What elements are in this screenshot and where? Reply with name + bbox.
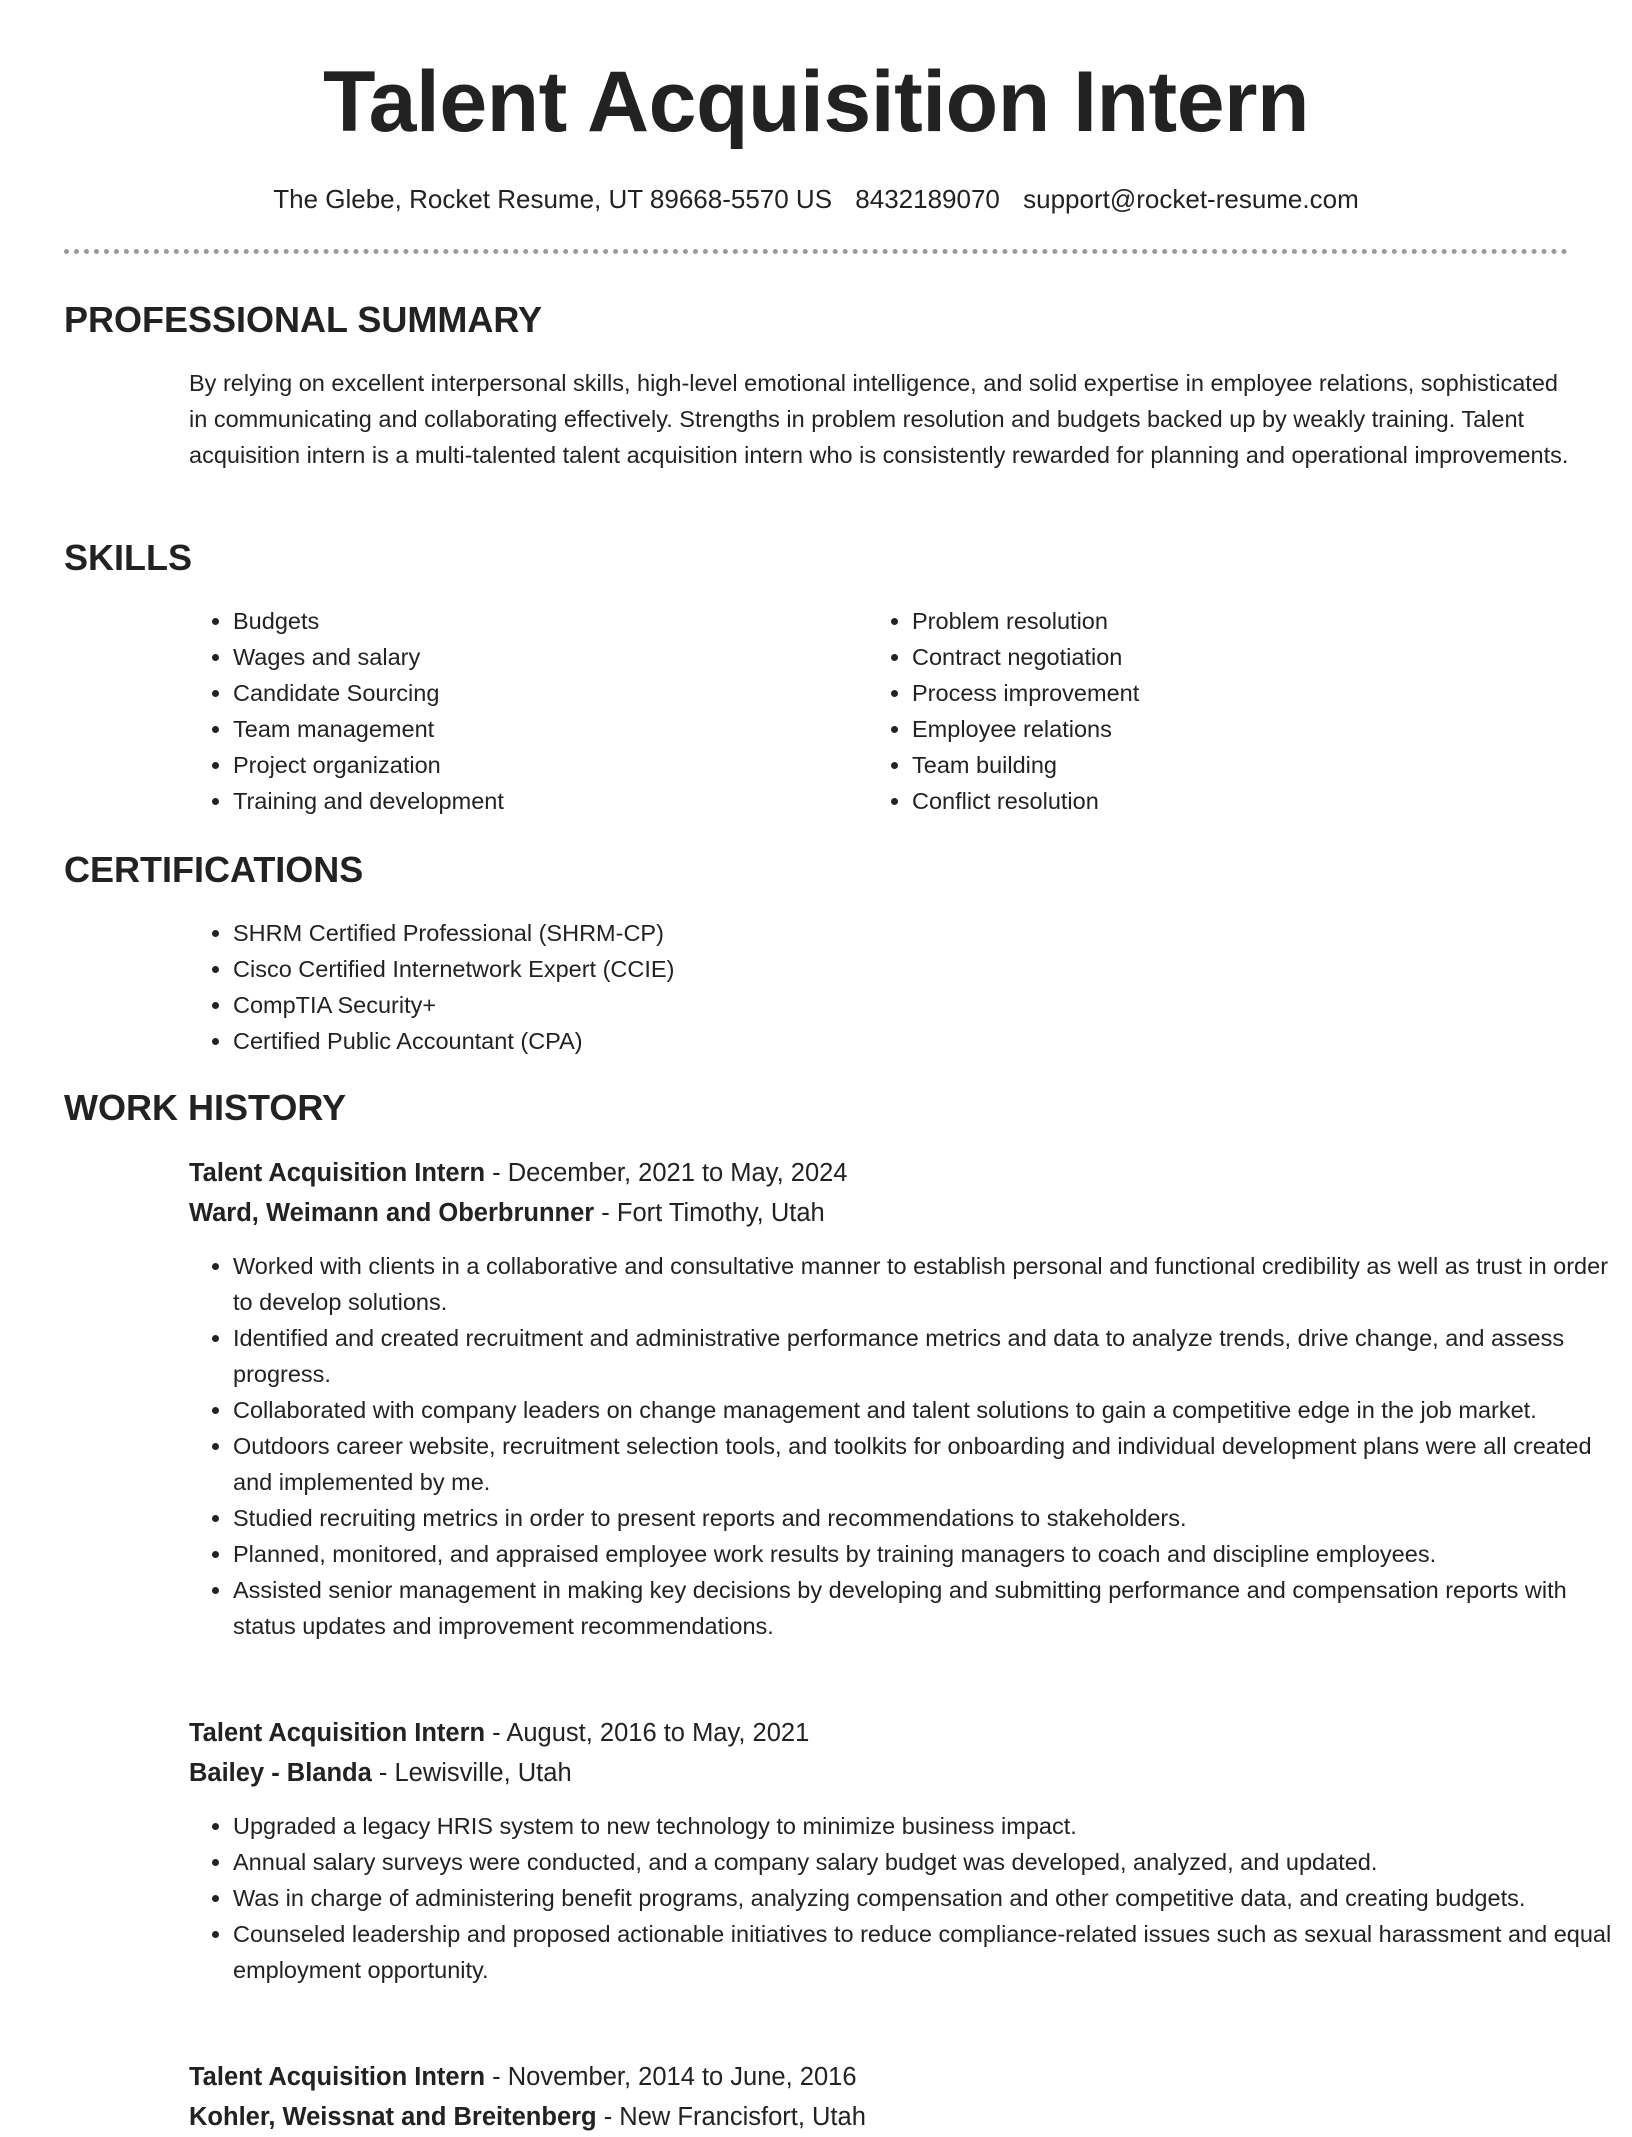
email-link[interactable]: support@rocket-resume.com [1023,184,1359,214]
certification-item: • Cisco Certified Internetwork Expert (CCIE) [233,951,1533,987]
summary-text: By relying on excellent interpersonal skills, high-level emotional intelligence, and solid expertise in employee relations, sophisticated in communicating and collaborating effectively. Strengths in problem resolution and budgets backed up by weakly training. Talent acquisition intern is a multi-talented talent acquisition intern who is consistently rewarded for planning and operational improvements. [189,370,1569,468]
certification-item: • SHRM Certified Professional (SHRM-CP) [233,915,1533,951]
skill-item: • Team management [233,711,833,747]
job-dates: - December, 2021 to May, 2024 [485,1159,848,1187]
header-divider [64,249,1568,254]
job-bullet: • Identified and created recruitment and administrative performance metrics and data to analyze trends, drive change, and assess progress. [233,1320,1613,1392]
skill-item: • Wages and salary [233,639,833,675]
job-bullets [189,1808,1613,1988]
work-history-heading: WORK HISTORY [64,1087,347,1128]
skills-heading: SKILLS [64,537,193,578]
skill-item: • Employee relations [912,711,1512,747]
job-role: Talent Acquisition Intern [189,1719,486,1747]
contact-line [0,181,1632,217]
skill-item: • Problem resolution [912,603,1512,639]
job-bullet: • Outdoors career website, recruitment selection tools, and toolkits for onboarding and individual development plans were all created and implemented by me. [233,1428,1613,1500]
job-dates: - August, 2016 to May, 2021 [485,1719,810,1747]
job-bullets [189,1248,1613,1644]
job-bullet: • Worked with clients in a collaborative and consultative manner to establish personal and functional credibility as well as trust in order to develop solutions. [233,1248,1613,1320]
job-bullet: • Assisted senior management in making key decisions by developing and submitting performance and compensation reports with status updates and improvement recommendations. [233,1572,1613,1644]
skill-item: • Budgets [233,603,833,639]
job-bullet: • Planned, monitored, and appraised employee work results by training managers to coach and discipline employees. [233,1536,1613,1572]
job-company: Kohler, Weissnat and Breitenberg [189,2103,597,2131]
skill-item: • Training and development [233,783,833,819]
job-bullet: • Counseled leadership and proposed actionable initiatives to reduce compliance-related issues such as sexual harassment and equal employment opportunity. [233,1916,1613,1988]
skill-item: • Candidate Sourcing [233,675,833,711]
job-role: Talent Acquisition Intern [189,1159,486,1187]
skill-item: • Process improvement [912,675,1512,711]
certifications-list [189,915,1533,1059]
certifications-heading: CERTIFICATIONS [64,849,364,890]
certification-item: • Certified Public Accountant (CPA) [233,1023,1533,1059]
job-company: Bailey - Blanda [189,1759,372,1787]
job-role: Talent Acquisition Intern [189,2063,486,2091]
job-bullet: • Studied recruiting metrics in order to present reports and recommendations to stakeholders. [233,1500,1613,1536]
job-title-line [189,1153,848,1193]
skills-list-right [868,603,1512,819]
job-location: - Lewisville, Utah [371,1759,572,1787]
skills-list-left [189,603,833,819]
skill-item: • Project organization [233,747,833,783]
job-location: - New Francisfort, Utah [596,2103,866,2131]
skill-item: • Conflict resolution [912,783,1512,819]
job-bullet: • Was in charge of administering benefit programs, analyzing compensation and other competitive data, and creating budgets. [233,1880,1613,1916]
job-dates: - November, 2014 to June, 2016 [485,2063,857,2091]
skill-item: • Team building [912,747,1512,783]
resume-title: Talent Acquisition Intern [322,54,1310,150]
address-text: The Glebe, Rocket Resume, UT 89668-5570 US [273,184,833,214]
job-title-line [189,2057,857,2097]
skill-item: • Contract negotiation [912,639,1512,675]
job-company-line [189,1753,572,1793]
job-company-line [189,1193,825,1233]
job-bullet: • Annual salary surveys were conducted, and a company salary budget was developed, analyzed, and updated. [233,1844,1613,1880]
certification-item: • CompTIA Security+ [233,987,1533,1023]
job-title-line [189,1713,809,1753]
job-bullet: • Upgraded a legacy HRIS system to new technology to minimize business impact. [233,1808,1613,1844]
job-company: Ward, Weimann and Oberbrunner [189,1199,595,1227]
summary-heading: PROFESSIONAL SUMMARY [64,299,543,340]
phone-text: 8432189070 [855,184,1000,214]
job-location: - Fort Timothy, Utah [594,1199,825,1227]
job-bullet: • Collaborated with company leaders on change management and talent solutions to gain a competitive edge in the job market. [233,1392,1613,1428]
job-company-line [189,2097,866,2137]
